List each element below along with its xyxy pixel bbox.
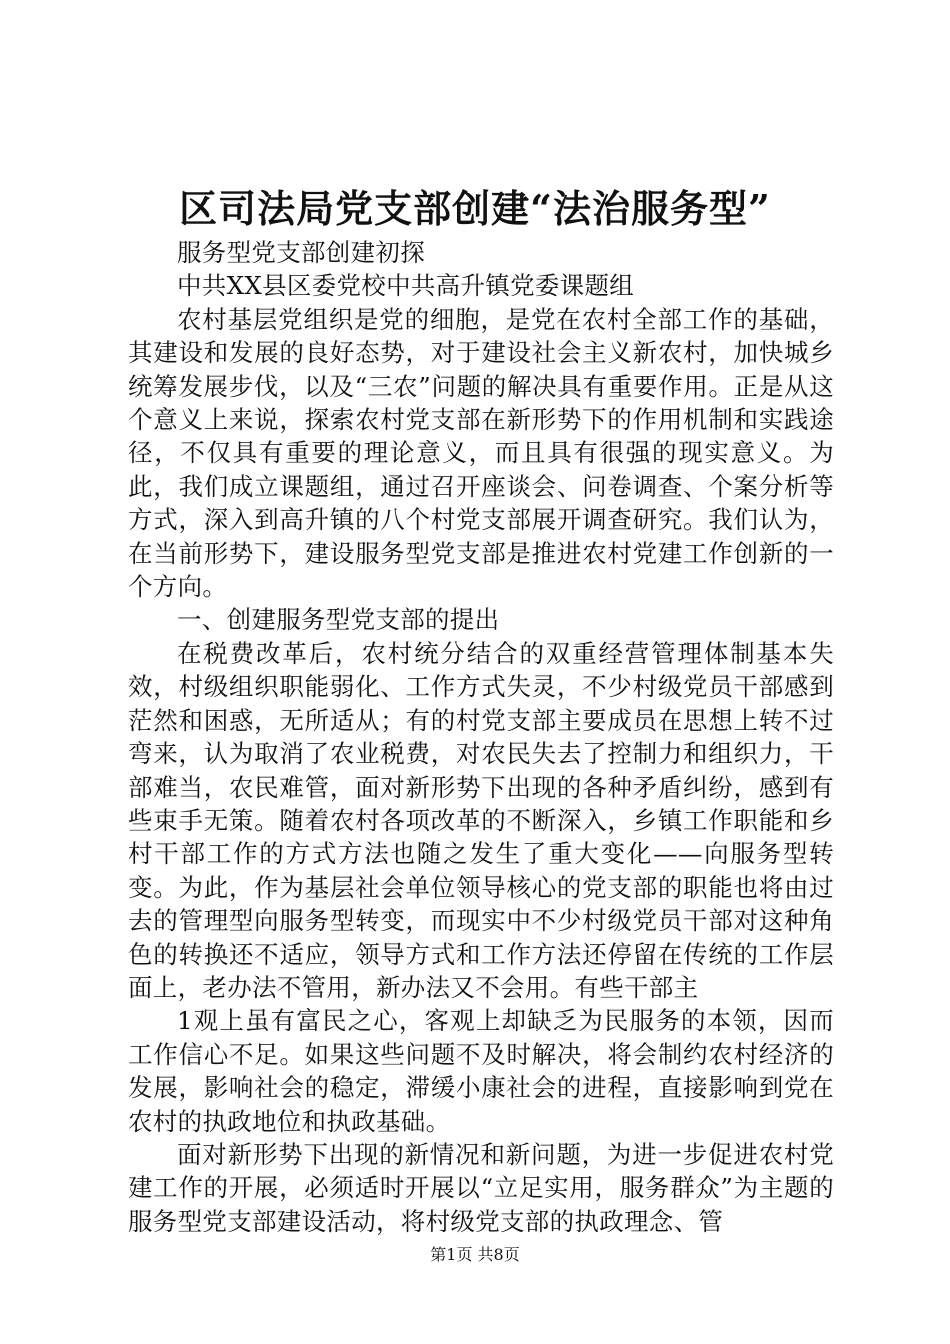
document-title: 区司法局党支部创建“法治服务型” [179,186,771,231]
section-heading: 一、创建服务型党支部的提出 [177,605,500,635]
paragraph-continuation: 1观上虽有富民之心，客观上却缺乏为民服务的本领，因而工作信心不足。如果这些问题不及时解决，将会制约农村经济的发展，影响社会的稳定，滞缓小康社会的进程，直接影响到党在农村的执政地位和执政基础。 [128,1006,834,1136]
paragraph-intro: 农村基层党组织是党的细胞，是党在农村全部工作的基础，其建设和发展的良好态势，对于建设社会主义新农村，加快城乡统筹发展步伐，以及“三农”问题的解决具有重要作用。正是从这个意义上来说，探索农村党支部在新形势下的作用机制和实践途径，不仅具有重要的理论意义，而且具有很强的现实意义。为此，我们成立课题组，通过召开座谈会、问卷调查、个案分析等方式，深入到高升镇的八个村党支部展开调查研究。我们认为，在当前形势下，建设服务型党支部是推进农村党建工作创新的一个方向。 [128,304,834,602]
page-footer: 第1页 共8页 [430,1245,520,1264]
paragraph-background: 在税费改革后，农村统分结合的双重经营管理体制基本失效，村级组织职能弱化、工作方式失灵，不少村级党员干部感到茫然和困惑，无所适从；有的村党支部主要成员在思想上转不过弯来，认为取消了农业税费，对农民失去了控制力和组织力，干部难当，农民难管，面对新形势下出现的各种矛盾纠纷，感到有些束手无策。随着农村各项改革的不断深入，乡镇工作职能和乡村干部工作的方式方法也随之发生了重大变化——向服务型转变。为此，作为基层社会单位领导核心的党支部的职能也将由过去的管理型向服务型转变，而现实中不少村级党员干部对这种角色的转换还不适应，领导方式和工作方法还停留在传统的工作层面上，老办法不管用，新办法又不会用。有些干部主 [128,638,834,1002]
document-body [128,236,834,1238]
paragraph-author: 中共XX县区委党校中共高升镇党委课题组 [177,271,635,301]
paragraph-subtitle: 服务型党支部创建初探 [177,238,425,267]
paragraph-proposal: 面对新形势下出现的新情况和新问题，为进一步促进农村党建工作的开展，必须适时开展以“立足实用，服务群众”为主题的服务型党支部建设活动，将村级党支部的执政理念、管 [128,1139,834,1236]
